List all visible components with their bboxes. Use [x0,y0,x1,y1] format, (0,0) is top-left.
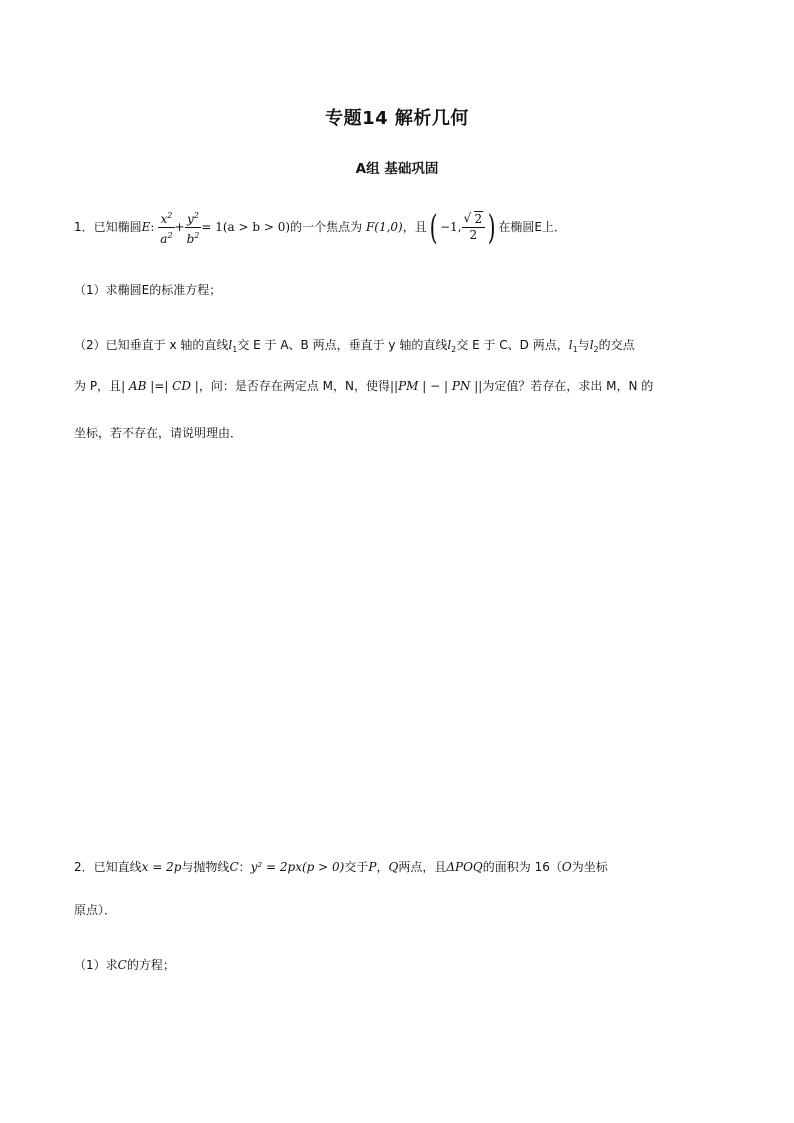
fraction-y2-b2: $\frac{y^2}{b^2}$ [185,208,202,247]
problem-2-question-1: （1）求C的方程； [74,958,175,972]
problem-1-question-1: （1）求椭圆E的标准方程； [74,283,222,297]
problem-1-statement: 1．已知椭圆E: $\frac{x^2}{a^2}$ + $\frac{y^2}{b^2}$ = 1(a > b > 0)的一个焦点为 F(1,0)，且( −1, √ $\frac{2}{2}$ ) 在椭圆E上． [74,208,566,247]
problem-1-question-2-line-3: 坐标，若不存在，请说明理由． [74,426,243,440]
fraction-x2-a2: $\frac{x^2}{a^2}$ [158,208,174,247]
fraction-sqrt2-over-2: √ $\frac{2}{2}$ [462,212,486,243]
section-subtitle: A组 基础巩固 [355,161,439,177]
page-title: 专题14 解析几何 [325,108,469,129]
problem-1-question-2-line-1: （2）已知垂直于 x 轴的直线$l_1$交 E 于 A、B 两点，垂直于 y 轴的直线$l_2$交 E 于 C、D 两点，$l_1$与$l_2$的交点 [74,338,635,354]
problem-2-statement-line-2: 原点）． [74,903,117,917]
problem-2-statement-line-1: 2．已知直线x = 2p与抛物线C：y² = 2px(p > 0)交于P，Q两点，且ΔPOQ的面积为 16（O为坐标 [74,860,608,874]
problem-1-question-2-line-2: 为 P，且| AB |=| CD |，问：是否存在两定点 M，N，使得||PM | − | PN ||为定值？若存在，求出 M，N 的 [74,379,654,393]
